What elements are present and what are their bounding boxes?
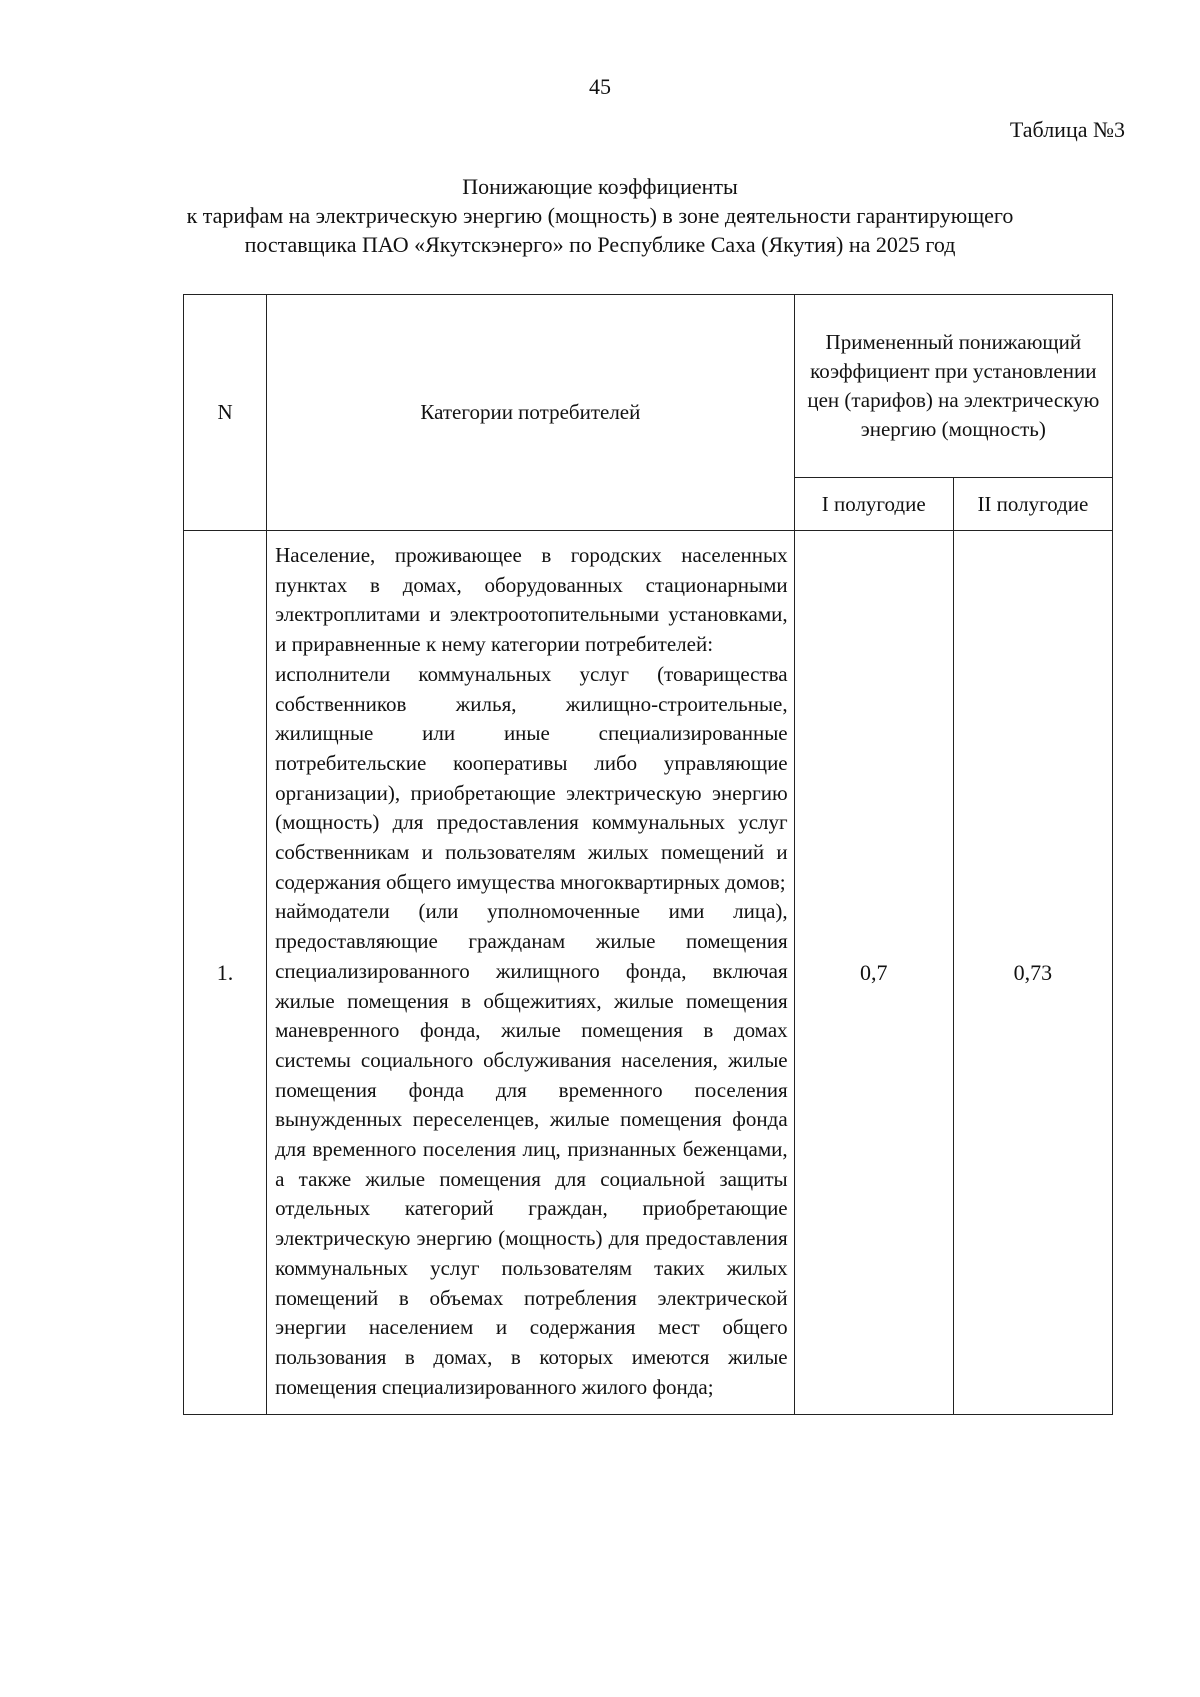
coefficient-second-half: 0,73 <box>953 531 1112 1415</box>
header-applied-coefficient: Примененный понижающий коэффициент при установлении цен (тарифов) на электрическую энергию (мощность) <box>794 295 1112 478</box>
category-paragraph: Население, проживающее в городских населенных пунктах в домах, оборудованных стационарными электроплитами и электроотопительными установками, и приравненные к нему категории потребителей: <box>275 543 788 657</box>
header-n: N <box>184 295 267 531</box>
category-description <box>267 531 795 1415</box>
category-paragraph: исполнители коммунальных услуг (товарищества собственников жилья, жилищно-строительные, жилищные или иные специализированные потребительские кооперативы либо управляющие организации), приобретающие электрическую энергию (мощность) для предоставления коммунальных услуг собственникам и пользователям жилых помещений и содержания общего имущества многоквартирных домов; <box>275 661 788 894</box>
document-title <box>150 172 1050 259</box>
row-number: 1. <box>184 531 267 1415</box>
header-category: Категории потребителей <box>267 295 795 531</box>
category-paragraph: наймодатели (или уполномоченные ими лица), предоставляющие гражданам жилые помещения специализированного жилищного фонда, включая жилые помещения в общежитиях, жилые помещения маневренного фонда, жилые помещения в домах системы социального обслуживания населения, жилые помещения фонда для временного поселения вынужденных переселенцев, жилые помещения фонда для временного поселения лиц, признанных беженцами, а также жилые помещения для социальной защиты отдельных категорий граждан, приобретающие электрическую энергию (мощность) для предоставления коммунальных услуг пользователям таких жилых помещений в объемах потребления электрической энергии населением и содержания мест общего пользования в домах, в которых имеются жилые помещения специализированного жилого фонда; <box>275 899 788 1399</box>
header-second-half: II полугодие <box>953 478 1112 531</box>
title-line-3: поставщика ПАО «Якутскэнерго» по Республике Саха (Якутия) на 2025 год <box>244 232 956 257</box>
coefficients-table <box>183 294 1113 1415</box>
header-first-half: I полугодие <box>794 478 953 531</box>
table-label: Таблица №3 <box>1009 117 1125 142</box>
title-line-1: Понижающие коэффициенты <box>462 174 738 199</box>
title-line-2: к тарифам на электрическую энергию (мощность) в зоне деятельности гарантирующего <box>186 203 1014 228</box>
page-number: 45 <box>589 74 611 99</box>
coefficient-first-half: 0,7 <box>794 531 953 1415</box>
table-row <box>184 531 1113 1415</box>
